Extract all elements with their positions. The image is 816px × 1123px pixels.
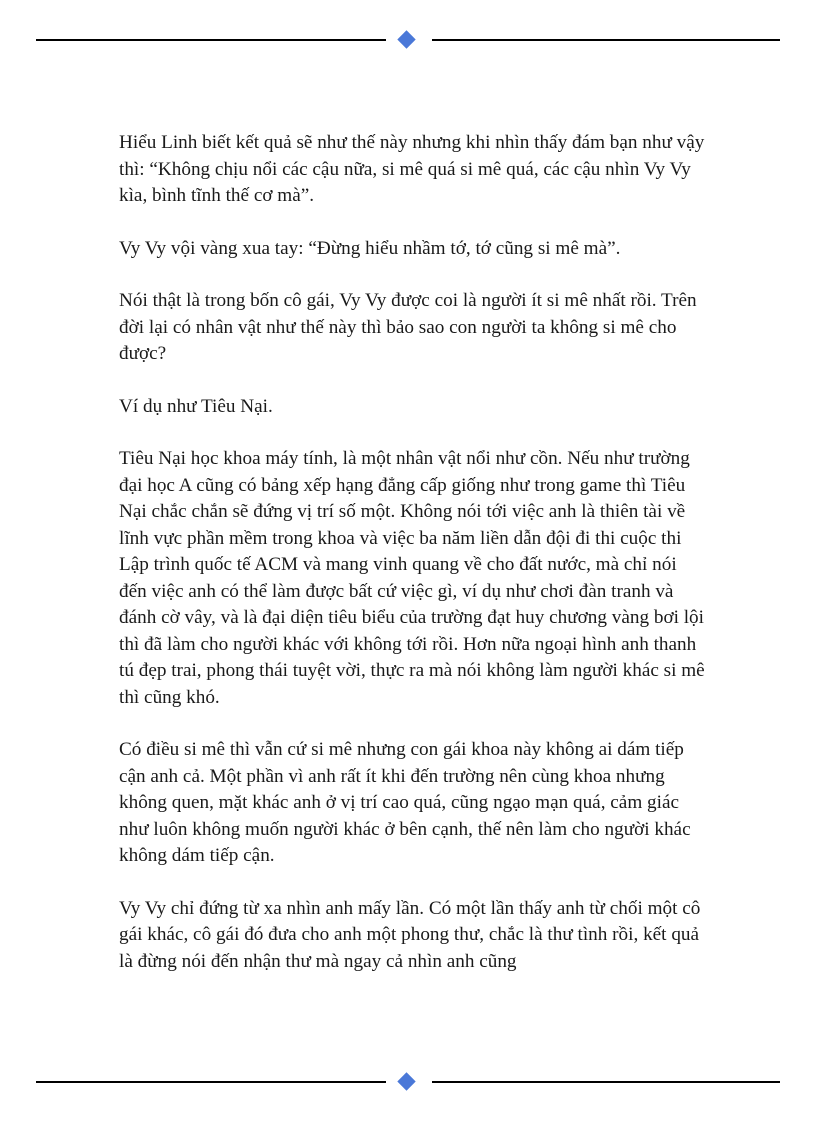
paragraph: Hiểu Linh biết kết quả sẽ như thế này nhưng khi nhìn thấy đám bạn như vậy thì: “Không chịu nổi các cậu nữa, si mê quá si mê quá, các cậu nhìn Vy Vy kìa, bình tĩnh thế cơ mà”. [119,132,705,206]
divider-line-right [432,39,780,41]
paragraph: Vy Vy chỉ đứng từ xa nhìn anh mấy lần. Có một lần thấy anh từ chối một cô gái khác, cô gái đó đưa cho anh một phong thư, chắc là thư tình rồi, kết quả là đừng nói đến nhận thư mà ngay cả nhìn anh cũng [119,897,701,972]
paragraph: Nói thật là trong bốn cô gái, Vy Vy được coi là người ít si mê nhất rồi. Trên đời lại có nhân vật như thế này thì bảo sao con người ta không si mê cho được? [119,290,697,364]
paragraph: Tiêu Nại học khoa máy tính, là một nhân vật nổi như cồn. Nếu như trường đại học A cũng có bảng xếp hạng đẳng cấp giống như trong game thì Tiêu Nại chắc chắn sẽ đứng vị trí số một. Không nói tới việc anh là thiên tài về lĩnh vực phần mềm trong khoa và việc ba năm liền dẫn đội đi thi cuộc thi Lập trình quốc tế ACM và mang vinh quang về cho đất nước, mà chỉ nói đến việc anh có thể làm được bất cứ việc gì, ví dụ như chơi đàn tranh và đánh cờ vây, và là đại diện tiêu biểu của trường đạt huy chương vàng bơi lội thì đã làm cho người khác với không tới rồi. Hơn nữa ngoại hình anh thanh tú đẹp trai, phong thái tuyệt vời, thực ra mà nói không làm người khác si mê thì cũng khó. [119,448,705,708]
bottom-divider [36,1073,780,1091]
diamond-icon [397,1072,415,1090]
page-body [119,130,709,1001]
paragraph: Vy Vy vội vàng xua tay: “Đừng hiểu nhầm tớ, tớ cũng si mê mà”. [119,237,621,259]
paragraph: Ví dụ như Tiêu Nại. [119,395,273,417]
top-divider [36,31,780,49]
paragraph: Có điều si mê thì vẫn cứ si mê nhưng con gái khoa này không ai dám tiếp cận anh cả. Một phần vì anh rất ít khi đến trường nên cùng khoa nhưng không quen, mặt khác anh ở vị trí cao quá, cũng ngạo mạn quá, cảm giác như luôn không muốn người khác ở bên cạnh, thế nên làm cho người khác không dám tiếp cận. [119,739,691,866]
divider-line-right [432,1081,780,1083]
divider-line-left [36,1081,386,1083]
diamond-icon [397,30,415,48]
divider-line-left [36,39,386,41]
